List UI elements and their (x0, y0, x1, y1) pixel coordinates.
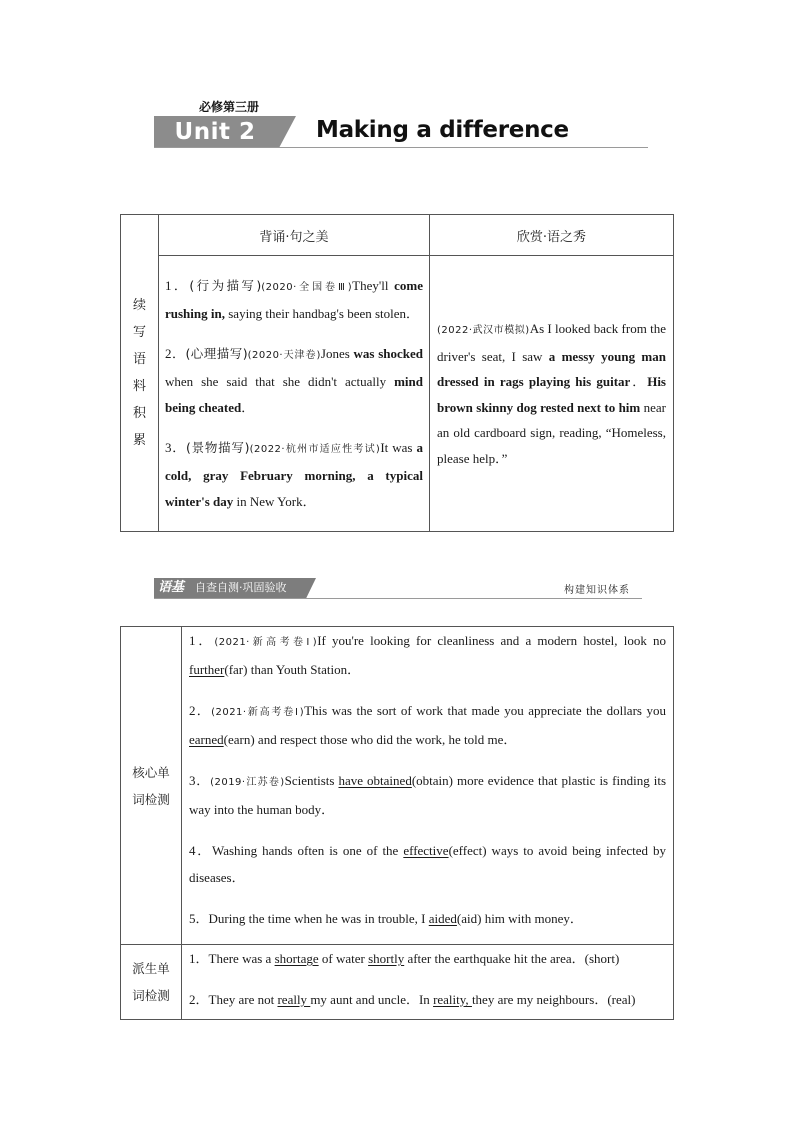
text-run: During the time when he was in trouble, I (208, 911, 429, 926)
answer-text: further (189, 662, 225, 677)
side-label-char: 写 (132, 325, 146, 340)
side-label-char: 累 (132, 433, 146, 448)
text-run: of water (318, 951, 369, 966)
side-label-char: 料 (132, 379, 146, 394)
exercise-item: 4．Washing hands often is one of the effective(effect) ways to avoid being infected by diseases． (189, 843, 666, 885)
section-title: 语基 (158, 580, 185, 595)
exercise-item: 3．(2019·江苏卷)Scientists have obtained(obtain) more evidence that plastic is finding its way into the human body． (189, 773, 666, 817)
book-label: 必修第三册 (198, 100, 259, 114)
vocabulary-check-table (120, 626, 674, 1020)
text-run: They'll (352, 277, 395, 293)
text-run: If you're looking for cleanliness and a modern hostel, look no (317, 633, 666, 648)
answer-text: shortage (274, 951, 319, 966)
text-run: This was the sort of work that made you appreciate the dollars you (304, 703, 666, 718)
text-run: in New York． (233, 493, 316, 509)
answer-text: earned (189, 732, 224, 747)
highlight-text: mind being cheated (165, 373, 423, 415)
text-run: after the earthquake hit the area．(short) (404, 951, 620, 966)
text-run: when she said that she didn't actually (165, 373, 395, 389)
appreciate-passage-cell (430, 256, 674, 532)
title-divider (154, 147, 648, 148)
exercise-item: 2．They are not really my aunt and uncle．In reality, they are my neighbours．(real) (189, 992, 636, 1007)
section-subtitle: 自查自测·巩固验收 (195, 581, 287, 594)
answer-text: aided (428, 911, 457, 926)
text-run: (aid) him with money． (456, 911, 583, 926)
table-header-row (121, 215, 674, 256)
side-label-char: 续 (132, 298, 146, 313)
text-run: (earn) and respect those who did the work, he told me． (223, 732, 517, 747)
answer-text: shortly (368, 951, 405, 966)
exercise-item: 5．During the time when he was in trouble, I aided(aid) him with money． (189, 911, 583, 926)
passage-source: (2022·武汉市模拟) (437, 325, 530, 336)
exercise-item: 2．(2021·新高考卷Ⅰ)This was the sort of work that made you appreciate the dollars you earned(earn) and respect those who did the work, he told me． (189, 703, 666, 747)
exercise-item: 1．There was a shortage of water shortly after the earthquake hit the area．(short) (189, 951, 620, 966)
highlight-text: a messy young man dressed in rags playing his guitar (437, 348, 666, 389)
text-run: they are my neighbours．(real) (471, 992, 636, 1007)
recite-item: 1．(行为描写)(2020·全国卷Ⅲ)They'll come rushing in, saying their handbag's been stolen． (165, 277, 423, 321)
text-run: saying their handbag's been stolen． (224, 305, 420, 321)
text-run: There was a (208, 951, 275, 966)
highlight-text: come rushing in, (165, 277, 423, 321)
writing-material-table (120, 214, 674, 532)
unit-title: Making a difference (316, 117, 569, 143)
derived-words-cell (182, 945, 674, 1020)
answer-text: really (277, 992, 311, 1007)
column-header-appreciate: 欣赏·语之秀 (430, 215, 674, 256)
recite-item: 2．(心理描写)(2020·天津卷)Jones was shocked when she said that she didn't actually mind being cheated． (165, 345, 423, 415)
derived-words-row (121, 945, 674, 1020)
text-run: ． (241, 399, 255, 415)
section-right-label: 构建知识体系 (564, 585, 630, 596)
side-label-char: 语 (132, 352, 146, 367)
text-run: (obtain) more evidence that plastic is finding its way into the human body． (189, 773, 666, 817)
side-label-core: 核心单 词检测 (121, 627, 182, 945)
core-words-cell (182, 627, 674, 945)
core-words-row (121, 627, 674, 945)
highlight-text: a cold, gray February morning, a typical winter's day (165, 439, 423, 509)
answer-text: reality, (433, 992, 472, 1007)
highlight-text: His brown skinny dog rested next to him (437, 374, 666, 415)
side-label-char: 积 (132, 406, 146, 421)
text-run: Scientists (284, 773, 339, 788)
exercise-item: 1．(2021·新高考卷Ⅰ)If you're looking for cleanliness and a modern hostel, look no further(far) than Youth Station． (189, 633, 666, 677)
text-run: (far) than Youth Station． (224, 662, 361, 677)
table-body-row (121, 256, 674, 532)
recite-item: 3．(景物描写)(2022·杭州市适应性考试)It was a cold, gray February morning, a typical winter's day in New York． (165, 439, 423, 509)
side-label-derived: 派生单 词检测 (121, 945, 182, 1020)
text-run: Jones (320, 345, 354, 361)
text-run: ． (630, 374, 648, 389)
recite-sentences-cell (159, 256, 430, 532)
column-header-recite: 背诵·句之美 (159, 215, 430, 256)
text-run: They are not (208, 992, 278, 1007)
section-divider (154, 598, 642, 599)
text-run: my aunt and uncle．In (310, 992, 434, 1007)
answer-text: have obtained (338, 773, 412, 788)
highlight-text: was shocked (353, 345, 423, 361)
text-run: As I looked back from the driver's seat, I saw (437, 321, 666, 364)
text-run: Washing hands often is one of the (212, 843, 404, 858)
text-run: (effect) ways to avoid being infected by diseases． (189, 843, 666, 885)
side-label-writing (121, 215, 159, 532)
text-run: It was (380, 439, 417, 455)
answer-text: effective (403, 843, 449, 858)
text-run: near an old cardboard sign, reading, “Homeless, please help．” (437, 399, 666, 466)
unit-number: Unit 2 (174, 119, 256, 145)
